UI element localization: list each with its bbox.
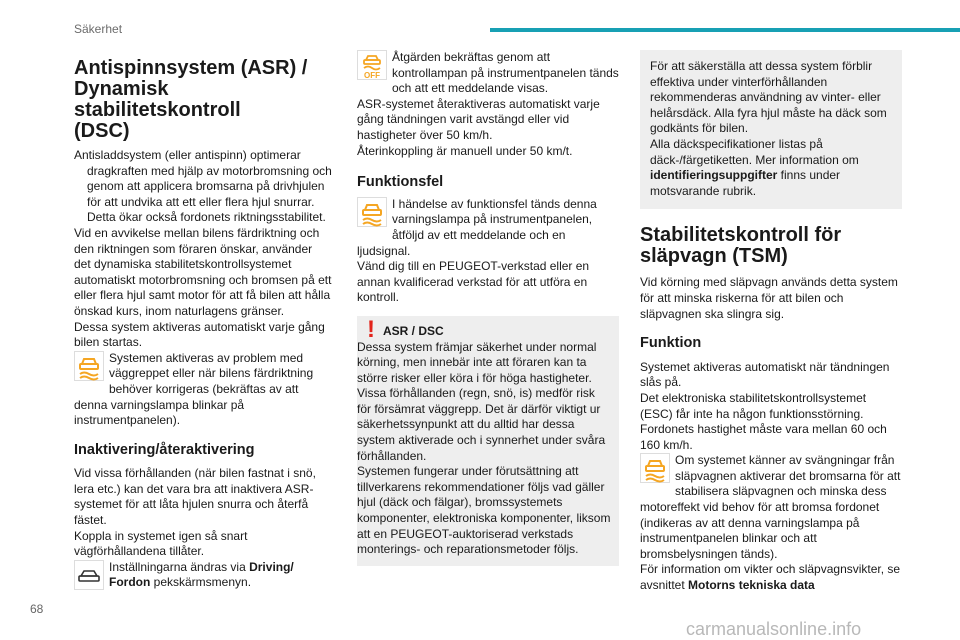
section-title-tsm [640, 225, 902, 267]
malfunction-text: I händelse av funktionsfel tänds denna varningslampa på instrumentpanelen, åtföljd av ett meddelande och en ljudsignal. [357, 196, 597, 258]
column-left [74, 50, 332, 592]
section-title-asr-dsc [74, 58, 332, 142]
tsm-title-line-1: Stabilitetskontroll för [640, 224, 842, 247]
workshop-paragraph: Vänd dig till en PEUGEOT-verkstad eller en annan kvalificerad verkstad för att utföra en kontroll. [357, 259, 590, 305]
column-right [640, 50, 902, 594]
page-number: 68 [30, 602, 44, 616]
warning-paragraph-3: Systemen fungerar under förutsättning att tillverkarens rekommendationer följs vad gäller hjul (däck och fälgar), bromssystemets komponenter, elektroniska komponenter, liksom att en PEUGEOT-auktoriserad verkstads monterings- och reparationsmetoder följs. [357, 464, 611, 557]
esc-off-icon [357, 50, 387, 80]
settings-post: pekskärmsmenyn. [150, 575, 252, 590]
auto-reactivation-paragraph: ASR-systemet återaktiveras automatiskt varje gång tändningen varit avstängd eller vid hastigheter över 50 km/h. [357, 96, 600, 142]
warning-title: ASR / DSC [383, 323, 444, 338]
header-accent-bar [490, 28, 960, 32]
settings-block [74, 560, 332, 591]
esc-warning-icon [640, 453, 670, 483]
function-paragraph-2: Det elektroniska stabilitetskontrollsystemet (ESC) får inte ha någon funktionsstörning. [640, 390, 867, 421]
heading-deactivation: Inaktivering/återaktivering [74, 441, 255, 458]
trailer-warning-text: Om systemet känner av svängningar från släpvagnen aktiverar det bromsarna för att stabilisera släpvagnen och minska dess motoreffekt vid behov för att bromsa fordonet (indikeras av att denna varningslampa på instrumentpanelen blinkar och att bromsbelysningen tänds). [640, 453, 901, 561]
column-middle [357, 50, 619, 566]
tyre-label-paragraph: Alla däckspecifikationer listas på däck-/färgetiketten. Mer information om identifieringsuppgifter finns under motsvarande rubrik. [650, 136, 859, 198]
settings-bold-1: Driving/ [249, 559, 294, 574]
winter-tyres-box [640, 50, 902, 209]
function-paragraph-3: Fordonets hastighet måste vara mellan 60 och 160 km/h. [640, 422, 887, 452]
esc-off-block [357, 50, 619, 97]
settings-bold-2: Fordon [109, 575, 151, 590]
deactivation-paragraph: Vid vissa förhållanden (när bilen fastnat i snö, lera etc.) kan det vara bra att inaktivera ASR-systemet för att låta hjulen snurra och återfå fästet. [74, 466, 316, 528]
esc-fault-icon [357, 197, 387, 227]
warning-paragraph-1: Dessa system främjar säkerhet under normal körning, men innebär inte att föraren kan ta större risker eller köra i för höga hastigheter. [357, 339, 597, 385]
warning-box [357, 316, 619, 566]
heading-function: Funktion [640, 335, 702, 352]
esc-warning-block [74, 351, 332, 429]
intro-paragraph: Antisladdsystem (eller antispinn) optimerar dragkraften med hjälp av motorbromsning och genom att applicera bromsarna på drivhjulen för att undvika att ett eller flera hjul snurrar. Detta ökar också fordonets riktningsstabilitet. [74, 148, 332, 225]
section-header: Säkerhet [74, 22, 123, 36]
identification-link: identifieringsuppgifter [650, 168, 778, 183]
tsm-title-line-2: släpvagn (TSM) [640, 245, 788, 268]
esc-off-text: Åtgärden bekräftas genom att kontrollampan på instrumentpanelen tänds och att ett meddelande visas. [392, 50, 619, 96]
watermark: carmanualsonline.info [686, 619, 862, 639]
esc-warning-text: Systemen aktiveras av problem med väggreppet eller när bilens färdriktning behöver korrigeras (bekräftas av att denna varningslampa blinkar på instrumentpanelen). [74, 350, 314, 428]
reactivate-paragraph: Koppla in systemet igen så snart vägförhållandena tillåter. [74, 528, 248, 559]
title-line-3: (DSC) [74, 120, 130, 142]
function-paragraph-1: Systemet aktiveras automatiskt när tändningen slås på. [640, 359, 890, 390]
title-line-2: Dynamisk stabilitetskontroll [74, 78, 241, 121]
svg-text:OFF: OFF [364, 71, 380, 80]
settings-pre: Inställningarna ändras via [109, 559, 250, 574]
tsm-intro-paragraph: Vid körning med släpvagn används detta system för att minska riskerna för att bilen och släpvagnen ska slingra sig. [640, 275, 898, 321]
alert-icon: ! [367, 315, 375, 343]
engine-data-link: Motorns tekniska data [688, 578, 815, 593]
warning-paragraph-2: Vissa förhållanden (regn, snö, is) medför risk för försämrat väggrepp. Det är därför viktigt ur säkerhetssynpunkt att du alltid har dessa system aktiverade och i synnerhet under svåra förhållanden. [357, 386, 606, 463]
title-line-1: Antispinnsystem (ASR) / [74, 57, 308, 79]
weights-paragraph: För information om vikter och släpvagnsvikter, se avsnittet Motorns tekniska data [640, 562, 901, 593]
esc-warning-icon [74, 351, 104, 381]
heading-malfunction: Funktionsfel [357, 174, 444, 191]
settings-text [74, 560, 332, 591]
auto-activation-paragraph: Dessa system aktiveras automatiskt varje gång bilen startas. [74, 319, 325, 350]
winter-tyres-paragraph: För att säkerställa att dessa system förblir effektiva under vinterförhållanden rekommenderas användning av vinter- eller helårsdäck. Alla fyra hjul måste ha däck som godkänts för bilen. [650, 59, 887, 136]
malfunction-block [357, 197, 619, 259]
trailer-warning-block [640, 453, 902, 562]
vehicle-settings-icon [74, 560, 104, 590]
deviation-paragraph: Vid en avvikelse mellan bilens färdriktning och den riktningen som föraren önskar, använder det dynamiska stabilitetskontrollsystemet automatiskt motorbromsning och bromsen på ett eller flera hjul samt motor för att få bilen att hålla önskad kurs, inom naturlagens gränser. [74, 225, 332, 318]
manual-reactivation-paragraph: Återinkoppling är manuell under 50 km/t. [357, 143, 573, 158]
